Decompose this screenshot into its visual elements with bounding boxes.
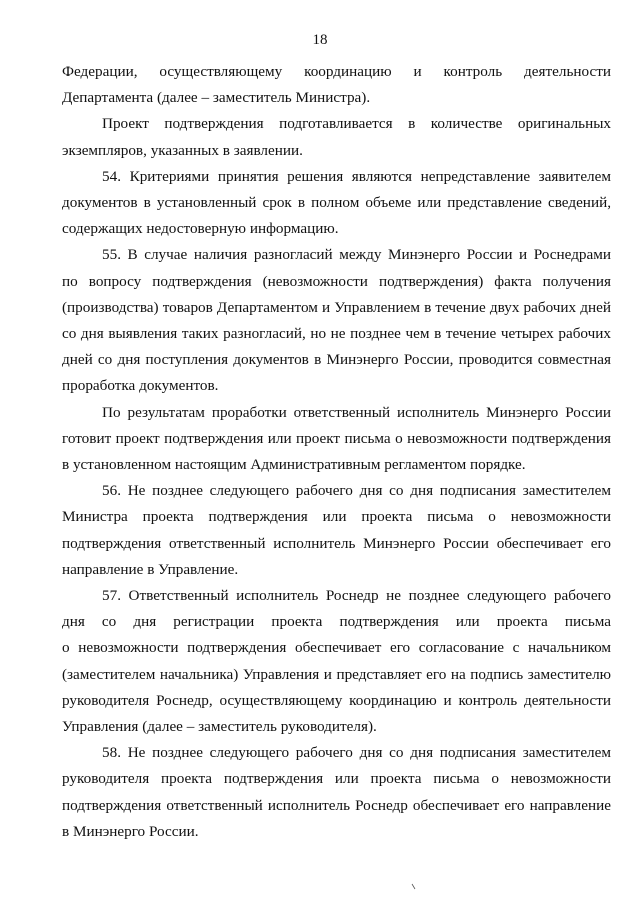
pen-mark <box>411 883 417 891</box>
text-line: готовит проект подтверждения или проект письма о невозможности подтверждения <box>62 429 611 447</box>
text-line: о невозможности подтверждения обеспечивает его согласование с начальником <box>62 639 611 657</box>
text-line: в Минэнерго России. <box>62 822 199 840</box>
text-line: дня со дня регистрации проекта подтверждения или проекта письма <box>62 613 611 631</box>
text-line: руководителя проекта подтверждения или проекта письма о невозможности <box>62 770 611 788</box>
text-line: экземпляров, указанных в заявлении. <box>62 141 303 159</box>
text-line: 55. В случае наличия разногласий между Минэнерго России и Роснедрами <box>102 246 611 264</box>
paragraph <box>62 478 611 583</box>
paragraph <box>62 164 611 243</box>
text-line: по вопросу подтверждения (невозможности подтверждения) факта получения <box>62 272 611 290</box>
text-line: Министра проекта подтверждения или проекта письма о невозможности <box>62 508 611 526</box>
text-line: содержащих недостоверную информацию. <box>62 220 339 238</box>
text-line: Департамента (далее – заместитель Министра). <box>62 89 371 107</box>
text-line: По результатам проработки ответственный исполнитель Минэнерго России <box>102 403 611 421</box>
document-body <box>62 59 611 845</box>
text-line: документов в установленный срок в полном объеме или представление сведений, <box>62 194 611 212</box>
text-line: проработка документов. <box>62 377 219 395</box>
paragraph <box>62 111 611 163</box>
text-line: (производства) товаров Департаментом и Управлением в течение двух рабочих дней <box>62 298 611 316</box>
text-line: дней со дня поступления документов в Минэнерго России, проводится совместная <box>62 351 611 369</box>
text-line: направление в Управление. <box>62 560 239 578</box>
paragraph <box>62 740 611 845</box>
paragraph <box>62 59 611 111</box>
text-line: 57. Ответственный исполнитель Роснедр не позднее следующего рабочего <box>102 587 611 605</box>
text-line: со дня выявления таких разногласий, но не позднее чем в течение четырех рабочих <box>62 325 611 343</box>
paragraph <box>62 583 611 740</box>
text-line: Проект подтверждения подготавливается в количестве оригинальных <box>102 115 611 133</box>
text-line: Федерации, осуществляющему координацию и контроль деятельности <box>62 63 611 80</box>
page-number: 18 <box>312 32 328 48</box>
paragraph <box>62 400 611 479</box>
text-line: 54. Критериями принятия решения являются непредставление заявителем <box>102 167 611 185</box>
paragraph <box>62 242 611 399</box>
text-line: 56. Не позднее следующего рабочего дня со дня подписания заместителем <box>102 482 611 500</box>
text-line: Управления (далее – заместитель руководителя). <box>62 718 377 736</box>
text-line: в установленном настоящим Административным регламентом порядке. <box>62 456 526 474</box>
text-line: руководителя Роснедр, осуществляющему координацию и контроль деятельности <box>62 691 611 709</box>
text-line: (заместителем начальника) Управления и представляет его на подпись заместителю <box>62 665 611 683</box>
text-line: 58. Не позднее следующего рабочего дня со дня подписания заместителем <box>102 744 611 762</box>
text-line: подтверждения ответственный исполнитель Роснедр обеспечивает его направление <box>62 796 611 814</box>
text-line: подтверждения ответственный исполнитель Минэнерго России обеспечивает его <box>62 534 611 552</box>
